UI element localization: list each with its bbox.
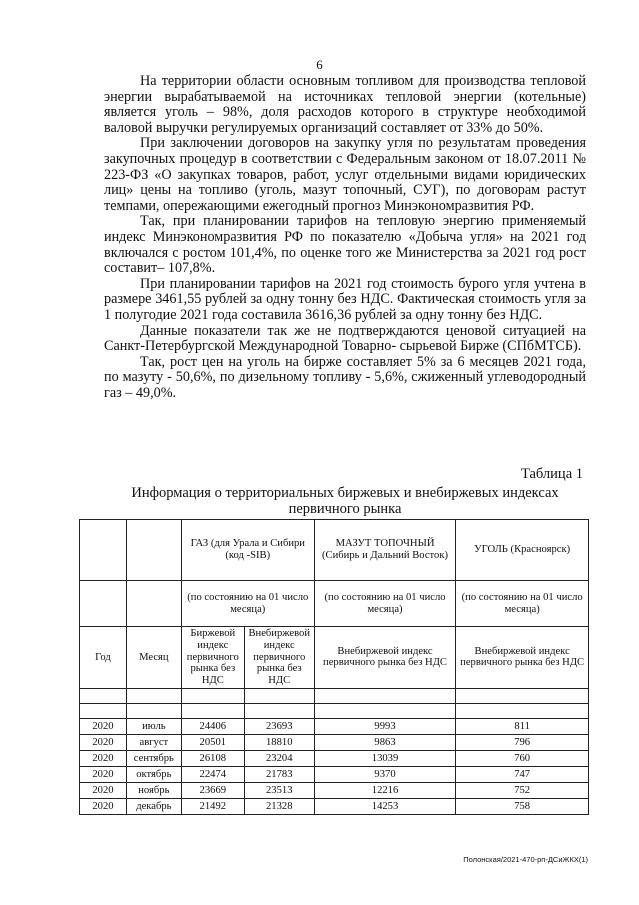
paragraph: При заключении договоров на закупку угля по результатам проведения закупочных процедур в соответствии с Федеральным законом от 18.07.2011 № 223-ФЗ «О закупках товаров, работ, услуг отдельными видами юридических лиц» цены на топливо (уголь, мазут топочный, СУГ), по договорам растут темпами, опережающими ежегодный прогноз Минэкономразвития РФ. [104,135,586,214]
body-text [104,74,586,401]
cell-month: ноябрь [126,782,181,798]
cell-month: июль [126,718,181,734]
table-title: Информация о территориальных биржевых и внебиржевых индексах первичного рынка [131,485,559,517]
paragraph: Данные показатели так же не подтверждаются ценовой ситуацией на Санкт-Петербургской Международной Товарно- сырьевой Бирже (СПбМТСБ). [104,322,586,355]
cell-gas-exchange: 20501 [181,734,244,750]
cell-gas-exchange: 22474 [181,766,244,782]
table-caption: Таблица 1 [520,466,583,482]
cell-gas-otc: 23693 [244,718,314,734]
col-gas-exchange-header: Биржевой индекс первичного рынка без НДС [181,627,244,689]
cell-gas-otc: 18810 [244,734,314,750]
table-header-row [80,520,589,581]
col-month-header: Месяц [126,627,181,689]
col-coal-otc-header: Внебиржевой индекс первичного рынка без НДС [456,627,589,689]
cell-coal: 796 [456,734,589,750]
cell-mazut: 9370 [314,766,456,782]
gas-header: ГАЗ (для Урала и Сибири (код -SIB) [181,520,314,581]
cell-gas-otc: 23513 [244,782,314,798]
cell-gas-otc: 21783 [244,766,314,782]
table-header-empty [126,520,181,581]
table-row [80,766,589,782]
cell-mazut: 14253 [314,798,456,814]
cell-coal: 752 [456,782,589,798]
page-number: 6 [316,57,323,72]
table-header-empty [80,581,127,627]
cell-year: 2020 [80,782,127,798]
cell-gas-otc: 23204 [244,750,314,766]
cell-mazut: 9993 [314,718,456,734]
mazut-as-of: (по состоянию на 01 число месяца) [314,581,456,627]
cell-year: 2020 [80,718,127,734]
cell-month: октябрь [126,766,181,782]
cell-gas-exchange: 26108 [181,750,244,766]
cell-coal: 747 [456,766,589,782]
coal-as-of: (по состоянию на 01 число месяца) [456,581,589,627]
cell-year: 2020 [80,734,127,750]
cell-month: декабрь [126,798,181,814]
cell-gas-otc: 21328 [244,798,314,814]
footer-document-id: Полонская/2021-470-рп-ДСиЖКХ(1) [463,855,588,864]
cell-year: 2020 [80,766,127,782]
cell-mazut: 12216 [314,782,456,798]
cell-mazut: 13039 [314,750,456,766]
cell-gas-exchange: 23669 [181,782,244,798]
cell-month: август [126,734,181,750]
table-header-empty [126,581,181,627]
cell-year: 2020 [80,750,127,766]
table-row [80,718,589,734]
cell-coal: 758 [456,798,589,814]
table-spacer-row [80,688,589,703]
cell-coal: 811 [456,718,589,734]
cell-coal: 760 [456,750,589,766]
table-header-row [80,581,589,627]
table-row [80,750,589,766]
cell-mazut: 9863 [314,734,456,750]
coal-header: УГОЛЬ (Красноярск) [456,520,589,581]
table-spacer-row [80,703,589,718]
col-gas-otc-header: Внебиржевой индекс первичного рынка без НДС [244,627,314,689]
table-row [80,798,589,814]
paragraph: Так, рост цен на уголь на бирже составляет 5% за 6 месяцев 2021 года, по мазуту - 50,6%, по дизельному топливу - 5,6%, сжиженный углеводородный газ – 49,0%. [104,353,586,401]
mazut-header: МАЗУТ ТОПОЧНЫЙ (Сибирь и Дальний Восток) [314,520,456,581]
col-year-header: Год [80,627,127,689]
paragraph: На территории области основным топливом для производства тепловой энергии вырабатываемой на источниках тепловой энергии (котельные) является уголь – 98%, доля расходов которого в структуре необходимой валовой выручки регулируемых организаций составляет от 33% до 50%. [104,73,586,136]
cell-gas-exchange: 24406 [181,718,244,734]
gas-as-of: (по состоянию на 01 число месяца) [181,581,314,627]
cell-year: 2020 [80,798,127,814]
col-mazut-otc-header: Внебиржевой индекс первичного рынка без НДС [314,627,456,689]
table-header-empty [80,520,127,581]
cell-gas-exchange: 21492 [181,798,244,814]
table-header-row [80,627,589,689]
paragraph: При планировании тарифов на 2021 год стоимость бурого угля учтена в размере 3461,55 рублей за одну тонну без НДС. Фактическая стоимость угля за 1 полугодие 2021 года составила 3616,36 рублей за одну тонну без НДС. [104,275,586,323]
indices-table [79,519,589,815]
paragraph: Так, при планировании тарифов на тепловую энергию применяемый индекс Минэкономразвития РФ по показателю «Добыча угля» на 2021 год включался с ростом 101,4%, по оценке того же Министерства за 2021 год рост составит– 107,8%. [104,213,586,277]
table-row [80,734,589,750]
cell-month: сентябрь [126,750,181,766]
table-row [80,782,589,798]
